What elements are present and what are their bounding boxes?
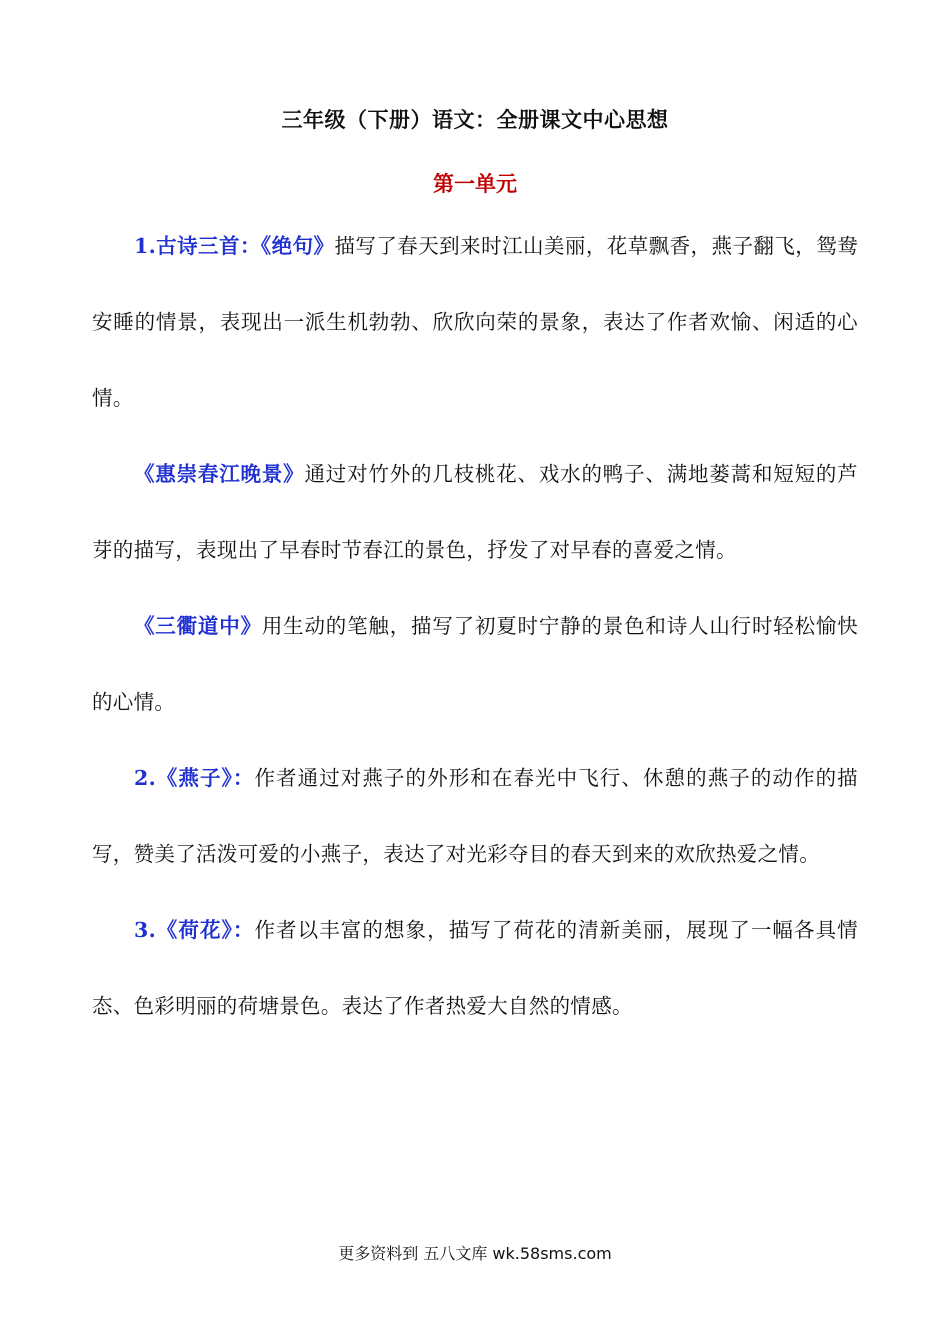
paragraph-huichong: [92, 436, 858, 588]
document-body: [92, 208, 858, 1044]
paragraph-text: 用生动的笔触，描写了初夏时宁静的景色和诗人山行时轻松愉快的心情。: [92, 614, 858, 714]
paragraph-lead: 2.《燕子》：: [134, 766, 255, 790]
paragraph-lead: 《惠崇春江晚景》: [134, 462, 305, 486]
paragraph-text: 通过对竹外的几枝桃花、戏水的鸭子、满地蒌蒿和短短的芦芽的描写，表现出了早春时节春江的景色，抒发了对早春的喜爱之情。: [92, 462, 858, 562]
paragraph-lead: 《三衢道中》: [134, 614, 262, 638]
unit-title: 第一单元: [433, 171, 517, 196]
paragraph-hehua: [92, 892, 858, 1044]
paragraph-text: 作者通过对燕子的外形和在春光中飞行、休憩的燕子的动作的描写，赞美了活泼可爱的小燕子，表达了对光彩夺目的春天到来的欢欣热爱之情。: [92, 766, 858, 866]
paragraph-lead: 3.《荷花》：: [134, 918, 255, 942]
paragraph-text: 描写了春天到来时江山美丽，花草飘香，燕子翻飞，鸳鸯安睡的情景，表现出一派生机勃勃、欣欣向荣的景象，表达了作者欢愉、闲适的心情。: [92, 234, 858, 410]
footer-source-link[interactable]: 更多资料到 五八文库 wk.58sms.com: [338, 1244, 612, 1263]
paragraph-sanqu: [92, 588, 858, 740]
document-title: 三年级（下册）语文：全册课文中心思想: [281, 107, 669, 132]
paragraph-jueju: [92, 208, 858, 436]
paragraph-text: 作者以丰富的想象，描写了荷花的清新美丽，展现了一幅各具情态、色彩明丽的荷塘景色。表达了作者热爱大自然的情感。: [92, 918, 858, 1018]
paragraph-yanzi: [92, 740, 858, 892]
paragraph-lead: 1.古诗三首：《绝句》: [134, 234, 335, 258]
